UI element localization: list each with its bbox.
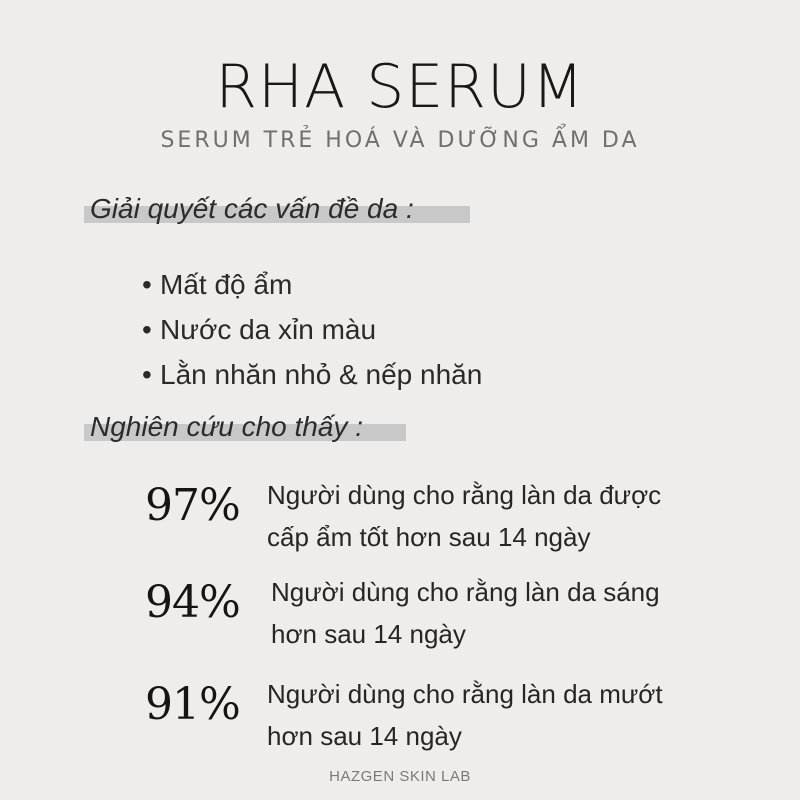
problems-list (142, 262, 482, 397)
research-heading-text: Nghiên cứu cho thấy : (90, 411, 364, 442)
product-subtitle: SERUM TRẺ HOÁ VÀ DƯỠNG ẨM DA (160, 128, 640, 153)
problems-heading-text: Giải quyết các vấn đề da : (90, 193, 414, 224)
stat-line: cấp ẩm tốt hơn sau 14 ngày (267, 522, 591, 552)
stat-description (267, 673, 707, 757)
stat-line: hơn sau 14 ngày (271, 619, 466, 649)
bullet-icon: • (142, 314, 152, 345)
stat-line: Người dùng cho rằng làn da sáng (271, 577, 660, 607)
bullet-icon: • (142, 269, 152, 300)
stat-percent: 91% (145, 679, 240, 730)
list-item-text: Nước da xỉn màu (160, 314, 377, 345)
list-item (142, 352, 482, 397)
research-heading (84, 411, 406, 443)
stat-description (267, 474, 707, 558)
stat-line: Người dùng cho rằng làn da mướt (267, 679, 663, 709)
problems-heading (84, 193, 470, 225)
list-item (142, 262, 482, 307)
product-title: RHA SERUM (215, 52, 585, 122)
bullet-icon: • (142, 359, 152, 390)
stat-line: Người dùng cho rằng làn da được (267, 480, 662, 510)
stat-percent: 94% (145, 577, 240, 628)
brand-footer: HAZGEN SKIN LAB (329, 768, 471, 785)
list-item-text: Lằn nhăn nhỏ & nếp nhăn (160, 359, 483, 390)
stat-description (271, 571, 711, 655)
stat-line: hơn sau 14 ngày (267, 721, 462, 751)
list-item-text: Mất độ ẩm (160, 269, 293, 300)
list-item (142, 307, 482, 352)
stat-percent: 97% (145, 480, 240, 531)
